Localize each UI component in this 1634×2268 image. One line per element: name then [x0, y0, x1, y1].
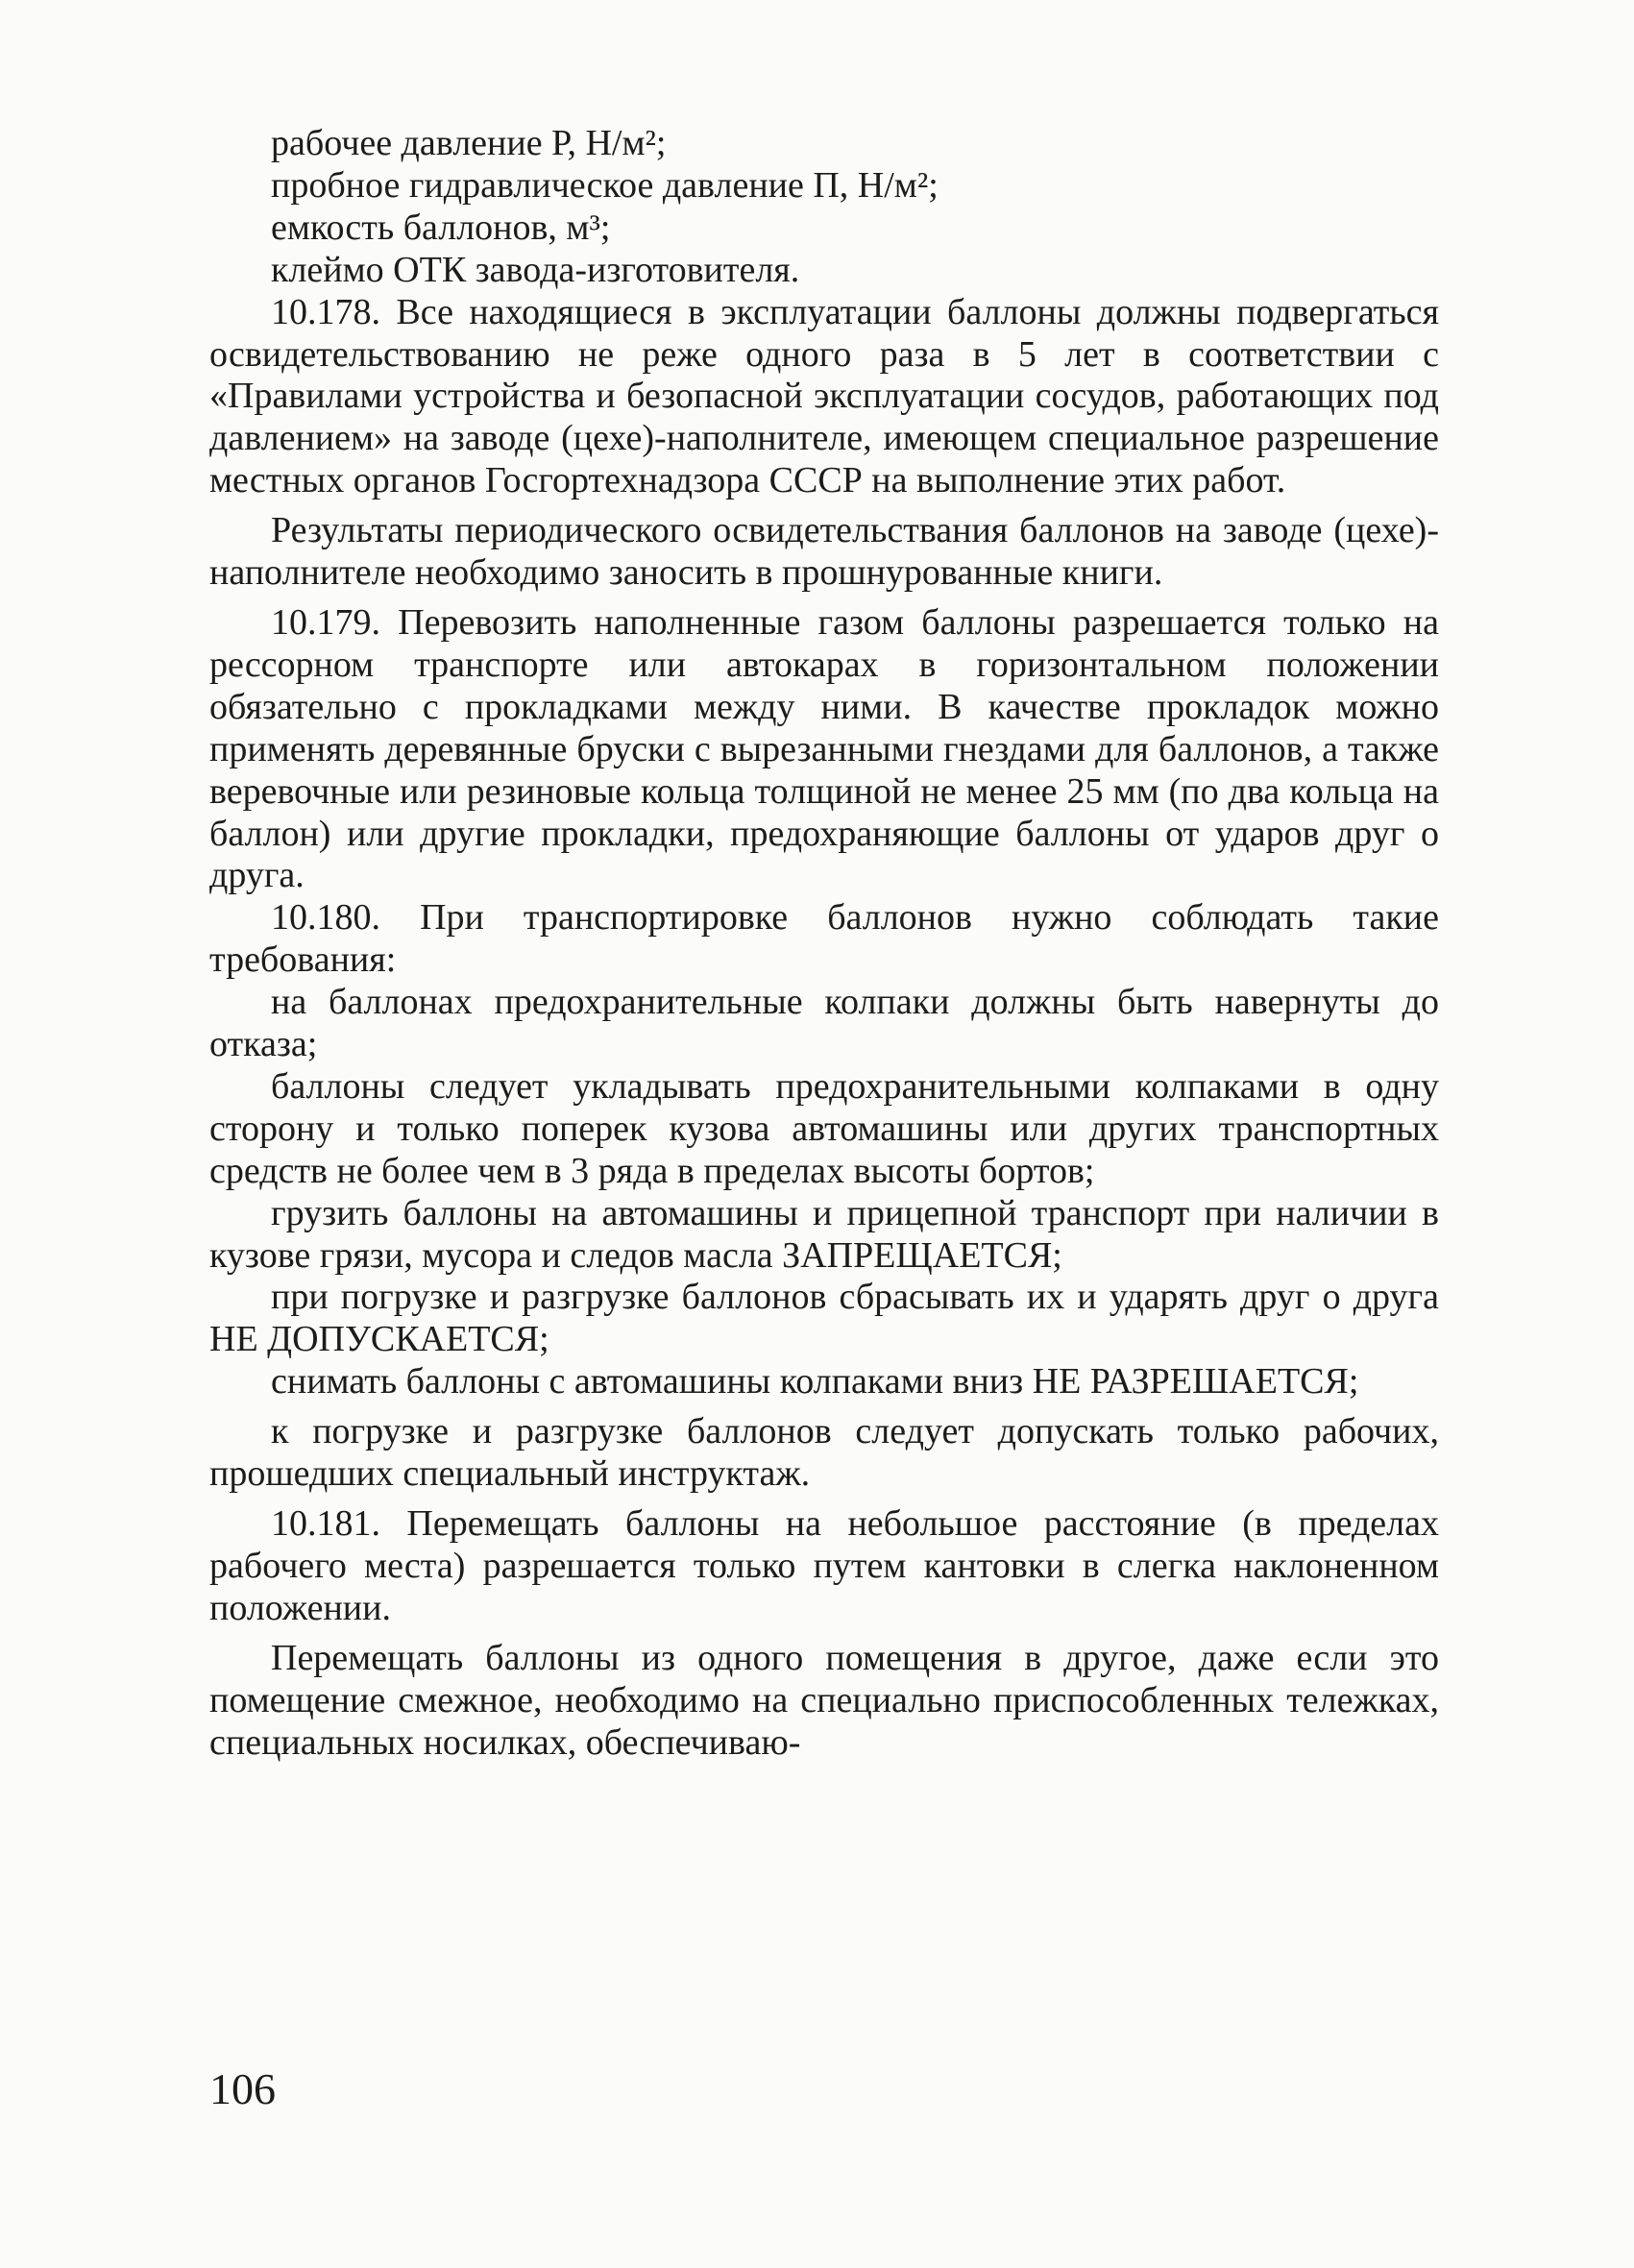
paragraph-10-181: 10.181. Перемещать баллоны на небольшое расстояние (в пределах рабочего места) разрешается только путем кантовки в слегка наклоненном положении.: [209, 1503, 1439, 1628]
paragraph-10-180: 10.180. При транспортировке баллонов нужно соблюдать такие требования:: [209, 897, 1439, 981]
paragraph-dropping-forbidden: при погрузке и разгрузке баллонов сбрасывать их и ударять друг о друга НЕ ДОПУСКАЕТСЯ;: [209, 1277, 1439, 1360]
paragraph-10-179: 10.179. Перевозить наполненные газом баллоны разрешается только на рессорном транспорте или автокарах в горизонтальном положении обязательно с прокладками между ними. В качестве прокладок можно применять деревянные бруски с вырезанными гнездами для баллонов, а также веревочные или резиновые кольца толщиной не менее 25 мм (по два кольца на баллон) или другие прокладки, предохраняющие баллоны от ударов друг о друга.: [209, 601, 1439, 896]
paragraph-caps: на баллонах предохранительные колпаки должны быть навернуты до отказа;: [209, 982, 1439, 1065]
paragraph-instructed-workers: к погрузке и разгрузке баллонов следует допускать только рабочих, прошедших специальный инструктаж.: [209, 1411, 1439, 1495]
page-number: 106: [209, 2064, 276, 2113]
paragraph-10-178: 10.178. Все находящиеся в эксплуатации баллоны должны подвергаться освидетельствованию не реже одного раза в 5 лет в соответствии с «Правилами устройства и безопасной эксплуатации сосудов, работающих под давлением» на заводе (цехе)-наполнителе, имеющем специальное разрешение местных органов Госгортехнадзора СССР на выполнение этих работ.: [209, 291, 1439, 501]
paragraph-otk-stamp: клеймо ОТК завода-изготовителя.: [271, 249, 800, 290]
paragraph-dirt-forbidden: грузить баллоны на автомашины и прицепной транспорт при наличии в кузове грязи, мусора и следов масла ЗАПРЕЩАЕТСЯ;: [209, 1192, 1439, 1276]
paragraph-stacking: баллоны следует укладывать предохранительными колпаками в одну сторону и только поперек кузова автомашины или других транспортных средств не более чем в 3 ряда в пределах высоты бортов;: [209, 1065, 1439, 1191]
paragraph-capacity: емкость баллонов, м³;: [271, 207, 611, 248]
paragraph-caps-down-forbidden: снимать баллоны с автомашины колпаками вниз НЕ РАЗРЕШАЕТСЯ;: [271, 1361, 1359, 1402]
paragraph-results: Результаты периодического освидетельствания баллонов на заводе (цехе)-наполнителе необходимо заносить в прошнурованные книги.: [209, 510, 1439, 594]
paragraph-working-pressure: рабочее давление Р, Н/м²;: [271, 123, 667, 163]
paragraph-test-pressure: пробное гидравлическое давление П, Н/м²;: [271, 164, 939, 206]
paragraph-moving-between-rooms: Перемещать баллоны из одного помещения в другое, даже если это помещение смежное, необходимо на специально приспособленных тележках, специальных носилках, обеспечиваю-: [209, 1637, 1439, 1763]
body-text: [209, 123, 1439, 1764]
